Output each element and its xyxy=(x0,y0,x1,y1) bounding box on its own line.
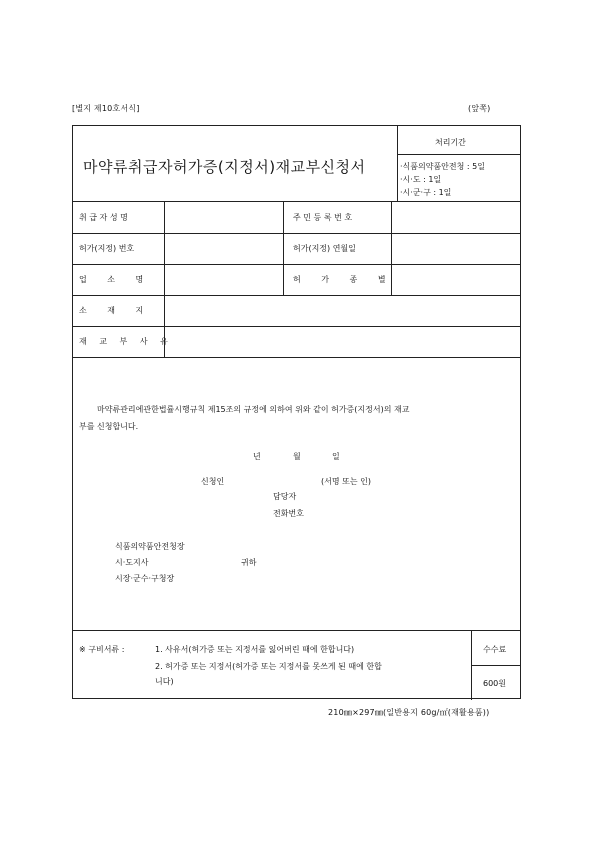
processing-label: 처리기간 xyxy=(435,138,466,147)
recipient-suffix: 귀하 xyxy=(241,558,257,567)
statement-line-2: 부를 신청합니다. xyxy=(79,422,139,431)
processing-divider xyxy=(397,126,398,201)
application-form xyxy=(72,125,521,699)
fee-label: 수수료 xyxy=(483,645,507,654)
applicant-signature: (서명 또는 인) xyxy=(321,477,371,486)
fee-rule xyxy=(471,665,521,666)
row-rule xyxy=(73,357,521,358)
processing-line-2: ·시·도 : 1일 xyxy=(400,175,442,184)
processing-rule xyxy=(397,154,521,155)
license-number-field[interactable] xyxy=(166,235,281,262)
resident-number-label: 주 민 등 록 번 호 xyxy=(293,213,353,222)
resident-number-field[interactable] xyxy=(393,204,519,231)
license-type-field[interactable] xyxy=(393,266,519,293)
row-rule xyxy=(73,201,521,202)
documents-item-1: 1. 사유서(허가증 또는 지정서를 잃어버린 때에 한합니다) xyxy=(155,645,355,654)
business-name-label: 업 소 명 xyxy=(79,275,153,284)
value-divider xyxy=(283,201,284,295)
person-in-charge-label: 담당자 xyxy=(273,492,297,501)
applicant-label: 신청인 xyxy=(201,477,225,486)
handler-name-field[interactable] xyxy=(166,204,281,231)
form-number: [별지 제10호서식] xyxy=(72,104,140,113)
reason-field[interactable] xyxy=(166,328,519,355)
recipient-ministry: 식품의약품안전청장 xyxy=(115,542,185,551)
fee-amount: 600원 xyxy=(483,679,506,688)
documents-rule xyxy=(73,630,521,631)
license-number-label: 허가(지정) 번호 xyxy=(79,244,135,253)
documents-label: ※ 구비서류 : xyxy=(79,645,125,654)
page-side-label: (앞쪽) xyxy=(468,104,491,113)
statement-line-1: 마약류관리에관한법률시행규칙 제15조의 규정에 의하여 위와 같이 허가증(지정서)의 재교 xyxy=(97,405,410,414)
documents-item-2-cont: 니다) xyxy=(155,677,174,686)
phone-label: 전화번호 xyxy=(273,509,304,518)
row-rule xyxy=(73,295,521,296)
row-rule xyxy=(73,326,521,327)
license-type-label: 허 가 종 별 xyxy=(293,275,395,284)
date-day: 일 xyxy=(332,452,340,461)
handler-name-label: 취 급 자 성 명 xyxy=(79,213,128,222)
location-label: 소 재 지 xyxy=(79,306,153,315)
location-field[interactable] xyxy=(166,297,519,324)
processing-line-1: ·식품의약품안전청 : 5일 xyxy=(400,162,485,171)
documents-item-2: 2. 허가증 또는 지정서(허가증 또는 지정서를 못쓰게 된 때에 한합 xyxy=(155,662,382,671)
license-date-label: 허가(지정) 연월일 xyxy=(293,244,356,253)
recipient-governor: 시·도지사 xyxy=(115,558,149,567)
date-year: 년 xyxy=(253,452,261,461)
recipient-mayor: 시장·군수·구청장 xyxy=(115,574,175,583)
row-rule xyxy=(73,264,521,265)
reason-label: 재 교 부 사 유 xyxy=(79,337,173,346)
label-divider xyxy=(164,201,165,357)
paper-spec: 210㎜×297㎜(일반용지 60g/㎡(재활용품)) xyxy=(328,708,490,717)
business-name-field[interactable] xyxy=(166,266,281,293)
row-rule xyxy=(73,233,521,234)
form-title: 마약류취급자허가증(지정서)재교부신청서 xyxy=(83,158,366,176)
date-month: 월 xyxy=(293,452,301,461)
license-date-field[interactable] xyxy=(393,235,519,262)
processing-line-3: ·시·군·구 : 1일 xyxy=(400,188,452,197)
